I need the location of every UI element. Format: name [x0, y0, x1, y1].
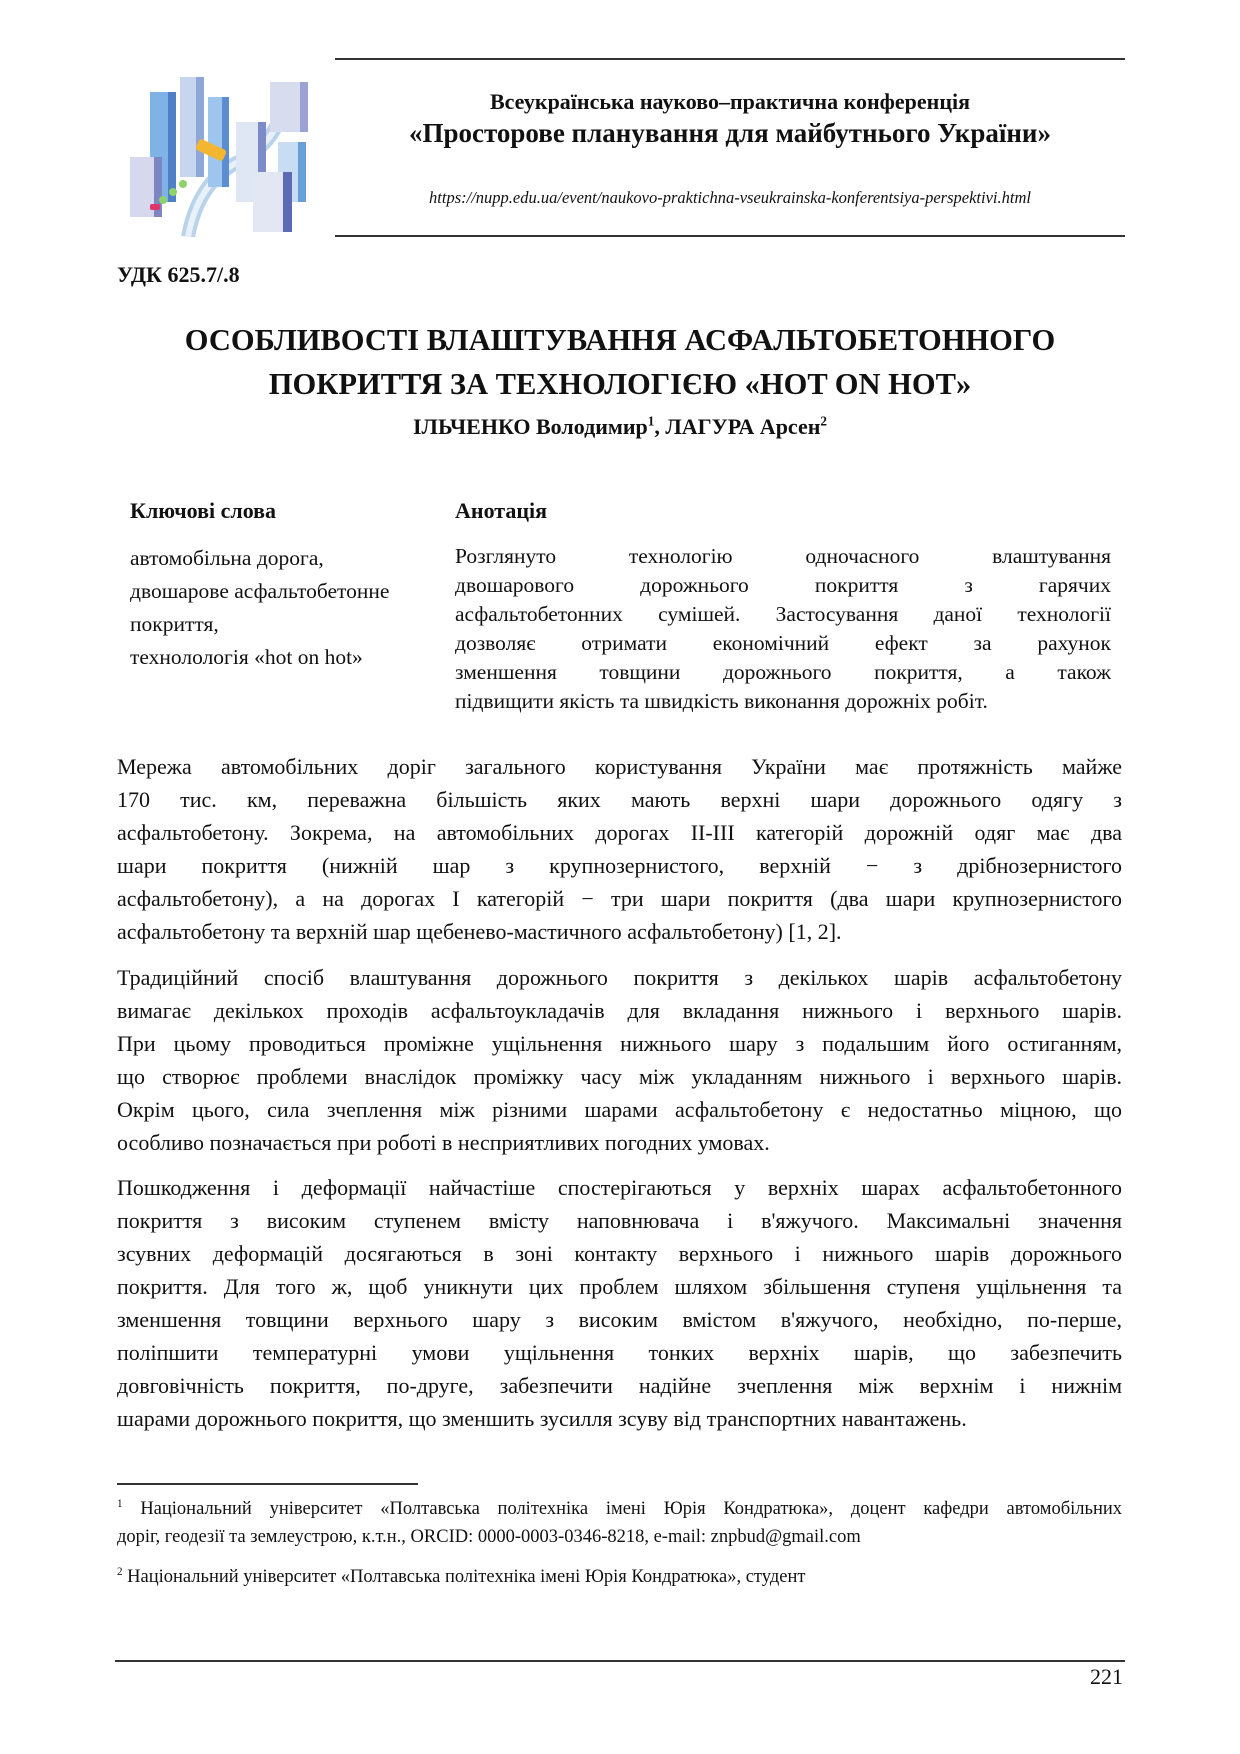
annotation-line: асфальтобетонних сумішей. Застосування даної технології — [455, 602, 1111, 626]
paper-title — [100, 318, 1140, 406]
author-separator: , — [654, 414, 666, 439]
body-paragraph-1 — [117, 750, 1122, 948]
footnote-text: Національний університет «Полтавська політехніка імені Юрія Кондратюка», студент — [127, 1567, 806, 1587]
body-line: поліпшити температурні умови ущільнення тонких верхніх шарів, що забезпечить — [117, 1340, 1122, 1365]
conference-name-line1: Всеукраїнська науково–практична конференція — [489, 89, 971, 114]
footnote-1 — [117, 1495, 1122, 1551]
body-line: особливо позначається при роботі в несприятливих погодних умовах. — [117, 1130, 770, 1155]
footnote-text: Національний університет «Полтавська політехніка імені Юрія Кондратюка», доцент кафедри автомобільних — [140, 1499, 1122, 1519]
body-paragraph-2 — [117, 961, 1122, 1159]
body-line: шари покриття (нижній шар з крупнозернистого, верхній − з дрібнозернистого — [117, 853, 1122, 878]
footnote-separator — [117, 1483, 418, 1485]
authors — [100, 414, 1140, 440]
body-line: Пошкодження і деформації найчастіше спостерігаються у верхніх шарах асфальтобетонного — [117, 1175, 1122, 1200]
body-line: Мережа автомобільних доріг загального користування України має протяжність майже — [117, 754, 1122, 779]
body-line: покриття. Для того ж, щоб уникнути цих проблем шляхом збільшення ступеня ущільнення та — [117, 1274, 1122, 1299]
annotation-line: дозволяє отримати економічний ефект за рахунок — [455, 631, 1111, 655]
author-1: ІЛЬЧЕНКО Володимир — [413, 414, 648, 439]
conference-logo — [128, 62, 323, 237]
conference-name-line2: «Просторове планування для майбутнього України» — [408, 118, 1051, 148]
keyword: автомобільна дорога, — [130, 546, 324, 570]
body-line: зсувних деформацій досягаються в зоні контакту верхнього і нижнього шарів дорожнього — [117, 1241, 1122, 1266]
body-line: 170 тис. км, переважна більшість яких мають верхні шари дорожнього одягу з — [117, 787, 1122, 812]
footnote-2 — [117, 1563, 1122, 1591]
body-line: асфальтобетону. Зокрема, на автомобільних дорогах ІІ-ІІІ категорій дорожній одяг має два — [117, 820, 1122, 845]
body-line: що створює проблеми внаслідок проміжку часу між укладанням нижнього і верхнього шарів. — [117, 1064, 1122, 1089]
footnote-text: доріг, геодезії та землеустрою, к.т.н., ORCID: 0000-0003-0346-8218, e-mail: znpbud@gmail.com — [117, 1527, 861, 1547]
title-line: ОСОБЛИВОСТІ ВЛАШТУВАННЯ АСФАЛЬТОБЕТОННОГО — [184, 323, 1056, 357]
body-line: Традиційний спосіб влаштування дорожнього покриття з декількох шарів асфальтобетону — [117, 965, 1122, 990]
annotation-text — [455, 542, 1111, 716]
keywords-heading: Ключові слова — [130, 498, 277, 523]
author-2: ЛАГУРА Арсен — [665, 414, 821, 439]
body-line: шарами дорожнього покриття, що зменшить зусилля зсуву від транспортних навантажень. — [117, 1406, 967, 1431]
footnote-mark: 2 — [117, 1565, 123, 1578]
city-illustration-logo-icon — [128, 62, 323, 237]
keyword: покриття, — [130, 612, 219, 636]
header-bottom-rule — [335, 235, 1125, 237]
title-line: ПОКРИТТЯ ЗА ТЕХНОЛОГІЄЮ «HOT ON HOT» — [268, 367, 972, 401]
body-line: довговічність покриття, по-друге, забезпечити надійне зчеплення між верхнім і нижнім — [117, 1373, 1122, 1398]
conference-url[interactable]: https://nupp.edu.ua/event/naukovo-praktichna-vseukrainska-konferentsiya-perspektivi.html — [429, 188, 1031, 207]
body-line: покриття з високим ступенем вмісту наповнювача і в'яжучого. Максимальні значення — [117, 1208, 1122, 1233]
body-line: асфальтобетону), а на дорогах І категорій − три шари покриття (два шари крупнозернистого — [117, 886, 1122, 911]
annotation-line: підвищити якість та швидкість виконання дорожніх робіт. — [455, 689, 988, 713]
keyword: технолологія «hot on hot» — [130, 645, 363, 669]
body-line: зменшення товщини верхнього шару з високим вмістом в'яжучого, необхідно, по-перше, — [117, 1307, 1122, 1332]
body-line: асфальтобетону та верхній шар щебенево-мастичного асфальтобетону) [1, 2]. — [117, 919, 842, 944]
annotation-heading: Анотація — [455, 498, 548, 523]
header-top-rule — [335, 58, 1125, 60]
body-line: Окрім цього, сила зчеплення між різними шарами асфальтобетону є недостатньо міцною, що — [117, 1097, 1122, 1122]
author-2-footnote-mark: 2 — [820, 413, 827, 429]
body-line: вимагає декількох проходів асфальтоукладачів для вкладання нижнього і верхнього шарів. — [117, 998, 1122, 1023]
footer-rule — [115, 1660, 1125, 1662]
footnote-mark: 1 — [117, 1497, 123, 1510]
body-line: При цьому проводиться проміжне ущільнення нижнього шару з подальшим його остиганням, — [117, 1031, 1122, 1056]
author-1-footnote-mark: 1 — [647, 413, 655, 429]
body-paragraph-3 — [117, 1171, 1122, 1435]
keywords-list — [130, 542, 389, 674]
udk-code: УДК 625.7/.8 — [117, 262, 240, 287]
keyword: двошарове асфальтобетонне — [130, 579, 390, 603]
annotation-line: зменшення товщини дорожнього покриття, а також — [455, 660, 1111, 684]
annotation-line: двошарового дорожнього покриття з гарячих — [455, 573, 1111, 597]
annotation-line: Розглянуто технологію одночасного влаштування — [455, 544, 1111, 568]
page-number: 221 — [1090, 1664, 1123, 1689]
